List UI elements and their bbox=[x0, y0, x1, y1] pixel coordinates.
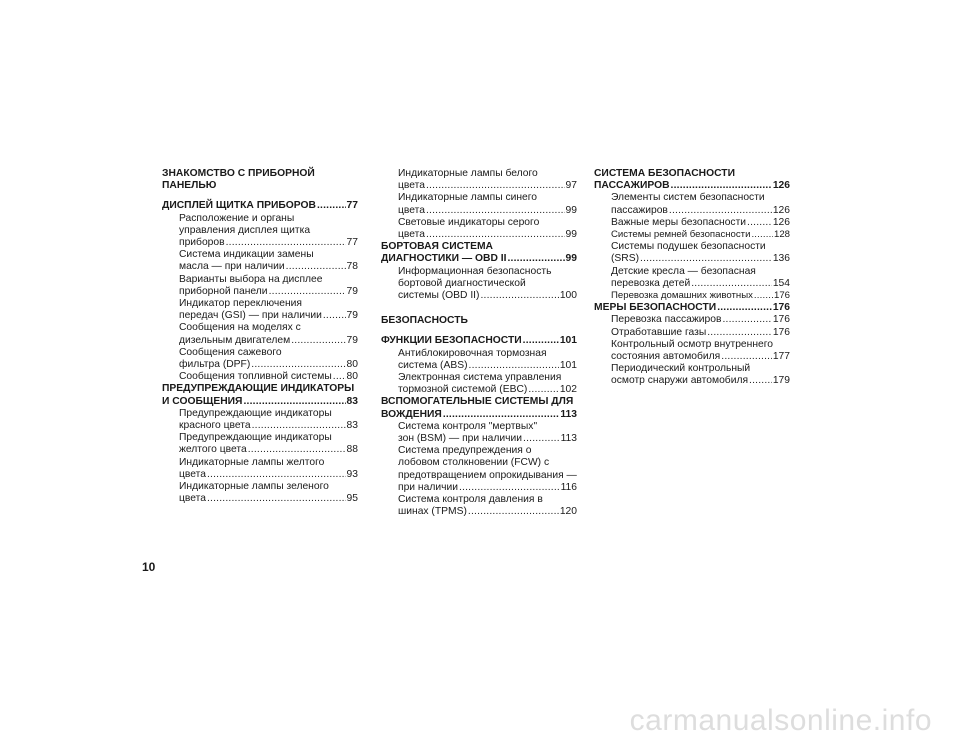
toc-item[interactable]: Элементы систем безопасности пассажиров ..... 126 bbox=[594, 192, 790, 216]
toc-item[interactable]: Антиблокировочная тормозная система (ABS) ..... 101 bbox=[381, 348, 577, 372]
page-ref: 79 bbox=[346, 334, 358, 346]
page-ref: 80 bbox=[346, 371, 358, 383]
toc-item[interactable]: Сообщения сажевого фильтра (DPF) ..... 80 bbox=[162, 347, 358, 371]
toc-item[interactable]: Контрольный осмотр внутреннего состояния автомобиля ..... 177 bbox=[594, 339, 790, 363]
page-ref: 100 bbox=[559, 290, 577, 302]
toc-entry[interactable]: ФУНКЦИИ БЕЗОПАСНОСТИ ..... 101 bbox=[381, 335, 577, 347]
toc-item[interactable]: Перевозка пассажиров ..... 176 bbox=[594, 314, 790, 326]
toc-item[interactable]: Информационная безопасность бортовой диагностической системы (OBD II) ..... 100 bbox=[381, 266, 577, 303]
toc-item[interactable]: Системы подушек безопасности (SRS) ..... 136 bbox=[594, 241, 790, 265]
page-ref: 79 bbox=[346, 310, 358, 322]
page-ref: 101 bbox=[559, 359, 577, 371]
page-ref: 176 bbox=[772, 326, 790, 338]
page-ref: 77 bbox=[346, 200, 358, 212]
page-ref: 83 bbox=[346, 420, 358, 432]
page-ref: 120 bbox=[559, 506, 577, 518]
toc-item[interactable]: Электронная система управления тормозной системой (EBC) ..... 102 bbox=[381, 372, 577, 396]
page-ref: 126 bbox=[772, 204, 790, 216]
section-heading: БЕЗОПАСНОСТЬ bbox=[381, 315, 468, 327]
toc-item[interactable]: Отработавшие газы ..... 176 bbox=[594, 327, 790, 339]
toc-entry[interactable]: ДИСПЛЕЙ ЩИТКА ПРИБОРОВ ..... 77 bbox=[162, 200, 358, 212]
page-ref: 80 bbox=[346, 359, 358, 371]
page-ref: 95 bbox=[346, 493, 358, 505]
toc-item[interactable]: Важные меры безопасности ..... 126 bbox=[594, 217, 790, 229]
page-ref: 93 bbox=[346, 468, 358, 480]
page-ref: 99 bbox=[565, 204, 577, 216]
page-ref: 88 bbox=[346, 444, 358, 456]
page-ref: 176 bbox=[772, 314, 790, 326]
page-ref: 99 bbox=[565, 253, 577, 265]
page-ref: 99 bbox=[565, 229, 577, 241]
page-number: 10 bbox=[142, 560, 156, 574]
page-ref: 79 bbox=[346, 285, 358, 297]
toc-entry[interactable]: ПАССАЖИРОВ ..... 126 bbox=[594, 180, 790, 192]
page-ref: 136 bbox=[772, 253, 790, 265]
toc-entry[interactable]: И СООБЩЕНИЯ ..... 83 bbox=[162, 396, 358, 408]
page-ref: 128 bbox=[773, 229, 790, 241]
page-ref: 126 bbox=[772, 216, 790, 228]
section-heading: БОРТОВАЯ СИСТЕМА bbox=[381, 241, 493, 253]
toc-item[interactable]: Световые индикаторы серого цвета ..... 99 bbox=[381, 217, 577, 241]
toc-item[interactable]: Варианты выбора на дисплее приборной панели ..... 79 bbox=[162, 274, 358, 298]
toc-item[interactable]: Система предупреждения о лобовом столкновении (FCW) с предотвращением опрокидывания — при наличии ..... 116 bbox=[381, 445, 577, 494]
page-ref: 113 bbox=[560, 408, 577, 420]
toc-entry[interactable]: ДИАГНОСТИКИ — OBD II ..... 99 bbox=[381, 253, 577, 265]
toc-item[interactable]: Периодический контрольный осмотр снаружи автомобиля ..... 179 bbox=[594, 363, 790, 387]
toc-item[interactable]: Система индикации замены масла — при наличии ..... 78 bbox=[162, 249, 358, 273]
toc-item[interactable]: Сообщения на моделях с дизельным двигателем ..... 79 bbox=[162, 322, 358, 346]
toc-item[interactable]: Индикаторные лампы зеленого цвета ..... 95 bbox=[162, 481, 358, 505]
section-heading: СИСТЕМА БЕЗОПАСНОСТИ bbox=[594, 168, 735, 179]
page-ref: 126 bbox=[772, 180, 790, 192]
section-heading: ПРЕДУПРЕЖДАЮЩИЕ ИНДИКАТОРЫ bbox=[162, 383, 355, 395]
page-ref: 154 bbox=[772, 277, 790, 289]
toc-entry[interactable]: ВОЖДЕНИЯ ..... 113 bbox=[381, 409, 577, 421]
page-ref: 116 bbox=[560, 481, 577, 493]
page-ref: 77 bbox=[346, 237, 358, 249]
toc-item[interactable]: Перевозка домашних животных ..... 176 bbox=[594, 290, 790, 302]
toc-item[interactable]: Системы ремней безопасности ..... 128 bbox=[594, 229, 790, 241]
toc-item[interactable]: Система контроля давления в шинах (TPMS) ..... 120 bbox=[381, 494, 577, 518]
page-ref: 176 bbox=[773, 290, 790, 302]
page-ref: 97 bbox=[565, 180, 577, 192]
page-ref: 177 bbox=[772, 351, 790, 363]
toc-item[interactable]: Предупреждающие индикаторы красного цвета ..... 83 bbox=[162, 408, 358, 432]
page-ref: 101 bbox=[559, 335, 577, 347]
page-ref: 176 bbox=[772, 302, 790, 314]
toc-item[interactable]: Индикатор переключения передач (GSI) — при наличии ..... 79 bbox=[162, 298, 358, 322]
page-ref: 83 bbox=[346, 395, 358, 407]
toc-item[interactable]: Индикаторные лампы синего цвета ..... 99 bbox=[381, 192, 577, 216]
page-ref: 102 bbox=[559, 384, 577, 396]
toc-entry[interactable]: МЕРЫ БЕЗОПАСНОСТИ ..... 176 bbox=[594, 302, 790, 314]
toc-item[interactable]: Сообщения топливной системы ..... 80 bbox=[162, 371, 358, 383]
section-heading: ВСПОМОГАТЕЛЬНЫЕ СИСТЕМЫ ДЛЯ bbox=[381, 396, 574, 408]
page-ref: 179 bbox=[772, 375, 790, 387]
toc-item[interactable]: Предупреждающие индикаторы желтого цвета ..... 88 bbox=[162, 432, 358, 456]
section-heading: ЗНАКОМСТВО С ПРИБОРНОЙ bbox=[162, 168, 315, 179]
toc-item[interactable]: Расположение и органы управления дисплея щитка приборов ..... 77 bbox=[162, 213, 358, 250]
toc-item[interactable]: Индикаторные лампы белого цвета ..... 97 bbox=[381, 168, 577, 192]
page-ref: 113 bbox=[560, 433, 577, 445]
toc-column-3 bbox=[594, 168, 790, 388]
toc-column-2 bbox=[381, 168, 577, 518]
page-ref: 78 bbox=[346, 261, 358, 273]
toc-item[interactable]: Детские кресла — безопасная перевозка детей ..... 154 bbox=[594, 266, 790, 290]
section-heading: ПАНЕЛЬЮ bbox=[162, 180, 217, 192]
toc-item[interactable]: Индикаторные лампы желтого цвета ..... 93 bbox=[162, 457, 358, 481]
toc-item[interactable]: Система контроля "мертвых" зон (BSM) — при наличии ..... 113 bbox=[381, 421, 577, 445]
toc-column-1 bbox=[162, 168, 358, 505]
watermark: carmanualsonline.info bbox=[629, 704, 932, 737]
